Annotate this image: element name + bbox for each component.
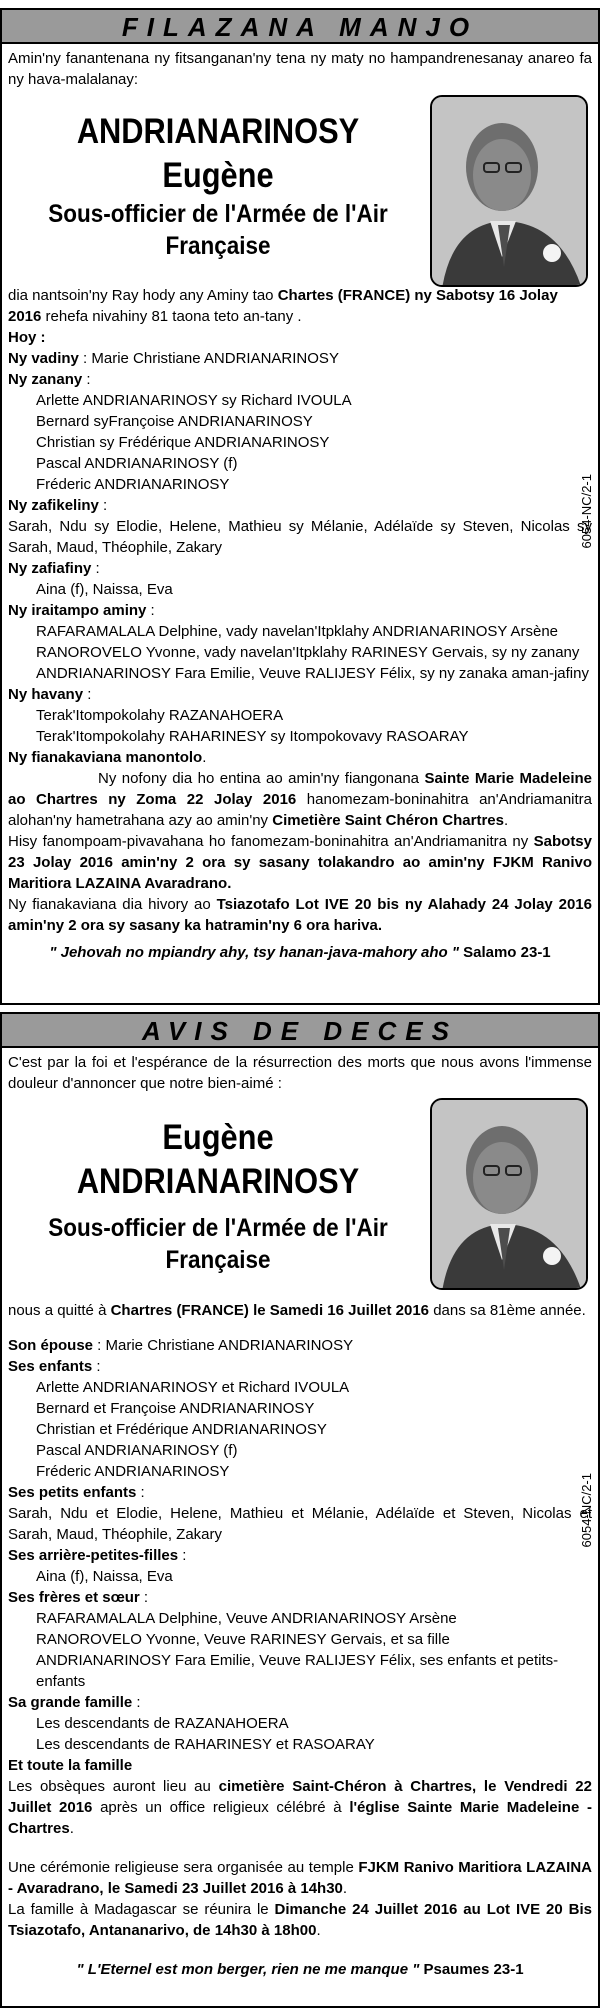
reference-code: 6054-NC/2-1 (579, 474, 594, 549)
rank-line-1: Sous-officier de l'Armée de l'Air (48, 200, 388, 228)
list-item: RANOROVELO Yvonne, vady navelan'Itpklahy RARINESY Gervais, sy ny zanany (36, 644, 580, 661)
list-item: Terak'Itompokolahy RAHARINESY sy Itompokovavy RASOARAY (36, 728, 469, 745)
cemetery-date: cimetière Saint-Chéron à Chartres, le Vendredi 22 Juillet 2016 (8, 1778, 592, 1816)
portrait-photo (430, 1098, 588, 1290)
spouse-value: : Marie Christiane ANDRIANARINOSY (93, 1337, 354, 1354)
gathering-text: La famille à Madagascar se réunira le (8, 1901, 275, 1918)
name-block (8, 1116, 428, 1276)
gathering-text: Ny fianakaviana dia hivory ao (8, 896, 217, 913)
quote-source: Psaumes 23-1 (419, 1961, 524, 1978)
grandchildren-list: Sarah, Ndu sy Elodie, Helene, Mathieu sy Mélanie, Adélaïde sy Steven, Nicolas sy Sarah, Maud, Théophile, Zakary (8, 518, 592, 556)
siblings-heading: Ses frères et sœur : (8, 1589, 149, 1606)
name-block (8, 110, 428, 262)
gathering-place-date: Dimanche 24 Juillet 2016 au Lot IVE 20 Bis Tsiazotafo, Antananarivo, de 14h30 à 18h00 (8, 1901, 592, 1939)
list-item: Terak'Itompokolahy RAZANAHOERA (36, 707, 284, 724)
siblings-label: Ses frères et sœur (8, 1589, 140, 1606)
list-item: RANOROVELO Yvonne, Veuve RARINESY Gervais, et sa fille (36, 1631, 450, 1648)
funeral-text-2: après un office religieux célébré à (92, 1799, 350, 1816)
quote-text: " Jehovah no mpiandry ahy, tsy hanan-java-mahory aho " (49, 944, 459, 961)
spouse-line (8, 348, 592, 369)
list-item: RAFARAMALALA Delphine, vady navelan'Itpklahy ANDRIANARINOSY Arsène (36, 623, 559, 640)
scripture-quote (8, 942, 592, 963)
deceased-firstname: Eugène (162, 1118, 274, 1157)
grandchildren-heading: Ny zafikeliny : (8, 497, 108, 514)
service-place-date: FJKM Ranivo Maritiora LAZAINA - Avaradrano, le Samedi 23 Juillet 2016 à 14h30 (8, 1859, 592, 1897)
gathering-paragraph (8, 894, 592, 936)
deceased-firstname: Eugène (162, 156, 274, 195)
cemetery-name: Cimetière Saint Chéron Chartres (272, 812, 504, 829)
great-grandchildren-heading: Ny zafiafiny : (8, 560, 100, 577)
funeral-text: Ny nofony dia ho entina ao amin'ny fiangonana (98, 770, 425, 787)
siblings-list (8, 621, 592, 684)
service-paragraph: Une cérémonie religieuse sera organisée au temple FJKM Ranivo Maritiora LAZAINA - Avaradrano, le Samedi 23 Juillet 2016 à 14h30. (8, 1859, 592, 1897)
quote-source: Salamo 23-1 (458, 944, 551, 961)
spouse-value: : Marie Christiane ANDRIANARINOSY (78, 350, 339, 367)
relatives-heading: Sa grande famille : (8, 1694, 141, 1711)
list-item: Arlette ANDRIANARINOSY et Richard IVOULA (36, 1379, 350, 1396)
children-heading: Ses enfants : (8, 1358, 101, 1375)
hoy-label: Hoy : (8, 329, 46, 346)
reference-code: 6054-NC/2-1 (579, 1473, 594, 1548)
funeral-text-2: hanomezam-boninahitra an'Andriamanitra alohan'ny hametrahana azy ao amin'ny (8, 791, 592, 829)
whole-family-label: Et toute la famille (8, 1757, 133, 1774)
great-grandchildren-label: Ny zafiafiny (8, 560, 92, 577)
quote-text: " L'Eternel est mon berger, rien ne me manque " (76, 1961, 420, 1978)
death-text: nous a quitté à (8, 1302, 111, 1319)
list-item: RAFARAMALALA Delphine, Veuve ANDRIANARINOSY Arsène (36, 1610, 457, 1627)
list-item: ANDRIANARINOSY Fara Emilie, Veuve RALIJESY Félix, sy ny zanaka aman-jafiny (36, 665, 589, 682)
children-list (8, 390, 592, 495)
intro-text: Amin'ny fanantenana ny fitsanganan'ny tena ny maty no hampandrenesanay anareo fa ny hava-malalanay: (8, 50, 592, 88)
relatives-label: Sa grande famille (8, 1694, 133, 1711)
list-item: Les descendants de RAHARINESY et RASOARAY (36, 1736, 375, 1753)
children-heading: Ny zanany : (8, 371, 91, 388)
funeral-church-date: Sainte Marie Madeleine ao Chartres ny Zoma 22 Jolay 2016 (8, 770, 592, 808)
relatives-heading: Ny havany : (8, 686, 92, 703)
gathering-place-date: Tsiazotafo Lot IVE 20 bis ny Alahady 24 Jolay 2016 amin'ny 2 ora sy sasany ka hatramin'ny 6 ora hariva. (8, 896, 592, 934)
list-item: Bernard et Françoise ANDRIANARINOSY (36, 1400, 315, 1417)
relatives-label: Ny havany (8, 686, 84, 703)
death-statement (8, 285, 592, 327)
banner-title: AVIS DE DECES (2, 1014, 598, 1048)
death-place-date: Chartes (FRANCE) ny Sabotsy 16 Jolay 2016 (8, 287, 558, 325)
great-grandchildren-heading: Ses arrière-petites-filles : (8, 1547, 187, 1564)
list-item: Pascal ANDRIANARINOSY (f) (36, 455, 238, 472)
funeral-text: Les obsèques auront lieu au (8, 1778, 219, 1795)
list-item: ANDRIANARINOSY Fara Emilie, Veuve RALIJESY Félix, ses enfants et petits-enfants (36, 1652, 559, 1690)
great-grandchildren-label: Ses arrière-petites-filles (8, 1547, 179, 1564)
notice-malagasy (0, 8, 600, 1005)
list-item: Pascal ANDRIANARINOSY (f) (36, 1442, 238, 1459)
death-text: dia nantsoin'ny Ray hody any Aminy tao (8, 287, 278, 304)
whole-family-line: Ny fianakaviana manontolo. (8, 749, 207, 766)
funeral-paragraph: Ny nofony dia ho entina ao amin'ny fiangonana Sainte Marie Madeleine ao Chartres ny Zoma 22 Jolay 2016 hanomezam-boninahitra an'Andriamanitra alohan'ny hametrahana azy ao amin'ny Cimetière Saint Chéron Chartres. (8, 770, 592, 829)
rank-line-1: Sous-officier de l'Armée de l'Air (48, 1214, 388, 1242)
grandchildren-list: Sarah, Ndu et Elodie, Helene, Mathieu et Mélanie, Adélaïde et Steven, Nicolas et Sarah, Maud, Théophile, Zakary (8, 1505, 592, 1543)
deceased-surname: ANDRIANARINOSY (76, 1162, 360, 1201)
list-item: Fréderic ANDRIANARINOSY (36, 476, 230, 493)
rank-line-2: Française (165, 232, 271, 260)
list-item: Fréderic ANDRIANARINOSY (36, 1463, 230, 1480)
siblings-heading: Ny iraitampo aminy : (8, 602, 155, 619)
notice-body (2, 1048, 598, 1980)
service-paragraph (8, 831, 592, 894)
list-item: Les descendants de RAZANAHOERA (36, 1715, 289, 1732)
service-place: amin'ny 2 ora sy sasany tolakandro ao amin'ny FJKM Ranivo Maritiora LAZAINA Avaradrano. (8, 854, 592, 892)
rank-line-2: Française (165, 1246, 271, 1274)
portrait-illustration (432, 1100, 588, 1290)
service-text: Hisy fanompoam-pivavahana ho fanomezam-boninahitra an'Andriamanitra ny (8, 833, 534, 850)
siblings-label: Ny iraitampo aminy (8, 602, 147, 619)
death-age: rehefa nivahiny 81 taona teto an-tany . (41, 308, 302, 325)
intro-text: C'est par la foi et l'espérance de la résurrection des morts que nous avons l'immense douleur d'annoncer que notre bien-aimé : (8, 1054, 592, 1092)
funeral-paragraph: Les obsèques auront lieu au cimetière Saint-Chéron à Chartres, le Vendredi 22 Juillet 2016 après un office religieux célébré à l'église Sainte Marie Madeleine - Chartres. (8, 1778, 592, 1837)
scripture-quote (8, 1959, 592, 1980)
spouse-label: Son épouse (8, 1337, 94, 1354)
relatives-list (8, 1713, 592, 1755)
children-label: Ses enfants (8, 1358, 93, 1375)
siblings-list (8, 1608, 592, 1692)
notice-french (0, 1012, 600, 2008)
great-grandchildren-list: Aina (f), Naissa, Eva (36, 1568, 173, 1585)
church-name: l'église Sainte Marie Madeleine - Chartres (8, 1799, 592, 1837)
spouse-line (8, 1335, 592, 1356)
children-label: Ny zanany (8, 371, 83, 388)
deceased-surname: ANDRIANARINOSY (76, 112, 360, 151)
whole-family-label: Ny fianakaviana manontolo (8, 749, 203, 766)
relatives-list (8, 705, 592, 747)
portrait-photo (430, 95, 588, 287)
great-grandchildren-list: Aina (f), Naissa, Eva (36, 581, 173, 598)
portrait-illustration (432, 97, 588, 287)
list-item: Christian sy Frédérique ANDRIANARINOSY (36, 434, 330, 451)
service-text: Une cérémonie religieuse sera organisée au temple (8, 1859, 359, 1876)
service-date: Sabotsy 23 Jolay 2016 (8, 833, 592, 871)
gathering-paragraph: La famille à Madagascar se réunira le Dimanche 24 Juillet 2016 au Lot IVE 20 Bis Tsiazotafo, Antananarivo, de 14h30 à 18h00. (8, 1901, 592, 1939)
grandchildren-label: Ny zafikeliny (8, 497, 99, 514)
banner-title: FILAZANA MANJO (2, 10, 598, 44)
children-list (8, 1377, 592, 1482)
list-item: Bernard syFrançoise ANDRIANARINOSY (36, 413, 313, 430)
grandchildren-heading: Ses petits enfants : (8, 1484, 145, 1501)
death-age: dans sa 81ème année. (429, 1302, 586, 1319)
list-item: Arlette ANDRIANARINOSY sy Richard IVOULA (36, 392, 352, 409)
notice-body (2, 44, 598, 963)
death-place-date: Chartres (FRANCE) le Samedi 16 Juillet 2016 (110, 1302, 430, 1319)
death-statement (8, 1300, 592, 1321)
grandchildren-label: Ses petits enfants (8, 1484, 137, 1501)
list-item: Christian et Frédérique ANDRIANARINOSY (36, 1421, 327, 1438)
spouse-label: Ny vadiny (8, 350, 79, 367)
